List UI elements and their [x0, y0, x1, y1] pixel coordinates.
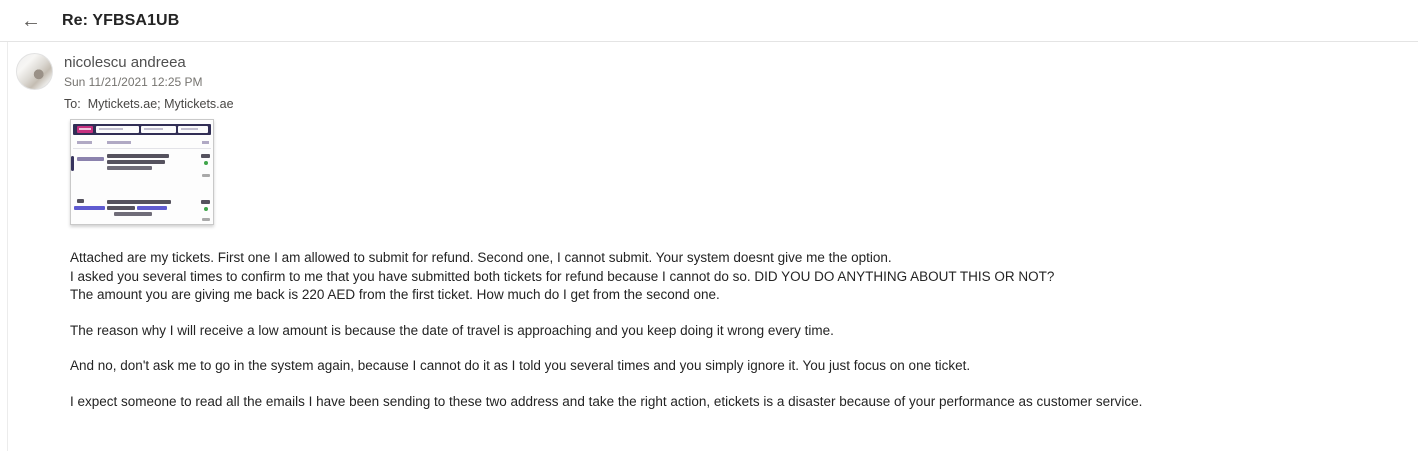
- body-paragraph: [70, 322, 1418, 341]
- sent-datetime: Sun 11/21/2021 12:25 PM: [64, 75, 203, 89]
- body-line: And no, don't ask me to go in the system again, because I cannot do it as I told you several times and you simply ignore it. You just focus on one ticket.: [70, 358, 971, 373]
- thumbnail-ticket1-text: [107, 166, 152, 170]
- thumbnail-ticket2-note: [202, 218, 210, 221]
- thumbnail-ticket1-status-dot: [204, 161, 208, 165]
- thumbnail-ticket2-text: [107, 200, 171, 204]
- thumbnail-ticket2-text: [114, 212, 152, 216]
- thumbnail-ticket1-text: [107, 154, 169, 158]
- thumbnail-column-header: [77, 141, 92, 144]
- thumbnail-ticket2-ref: [77, 199, 84, 203]
- thumbnail-ticket2-status-dot: [204, 207, 208, 211]
- thumbnail-toolbar: [73, 124, 211, 135]
- thumbnail-ticket1-text: [107, 160, 165, 164]
- thumbnail-search-field: [178, 126, 208, 133]
- body-paragraph: [70, 249, 1418, 305]
- message-card: [7, 42, 1418, 451]
- sender-name[interactable]: nicolescu andreea: [64, 54, 186, 71]
- thumbnail-column-header: [202, 141, 209, 144]
- thumbnail-divider: [73, 148, 211, 149]
- recipients[interactable]: Mytickets.ae; Mytickets.ae: [87, 97, 234, 111]
- thumbnail-ticket1-price: [201, 154, 210, 158]
- sender-avatar[interactable]: [16, 53, 53, 90]
- body-paragraph: [70, 357, 1418, 376]
- body-line: I asked you several times to confirm to me that you have submitted both tickets for refund because I cannot do so. DID YOU DO ANYTHING ABOUT THIS OR NOT?: [70, 268, 1055, 284]
- thumbnail-pink-button: [77, 126, 93, 133]
- sender-meta: [64, 53, 234, 112]
- thumbnail-ticket2-link: [74, 206, 105, 210]
- thumbnail-ticket1-note: [202, 174, 210, 177]
- body-paragraph: [70, 393, 1418, 412]
- back-button[interactable]: [14, 4, 48, 38]
- attachment-image-thumbnail[interactable]: [70, 119, 214, 225]
- thumbnail-dropdown-field: [141, 126, 176, 133]
- thumbnail-ticket1-ref: [77, 157, 104, 161]
- thumbnail-input-field: [96, 126, 139, 133]
- body-line: Attached are my tickets. First one I am allowed to submit for refund. Second one, I cannot submit. Your system doesnt give me the option.: [70, 250, 892, 265]
- thumbnail-ticket2-text: [107, 206, 135, 210]
- thumbnail-column-header: [107, 141, 131, 144]
- message-header: [0, 0, 1418, 42]
- recipients-line: [64, 97, 234, 112]
- thumbnail-ticket2-text: [137, 206, 167, 210]
- message-body: [70, 249, 1418, 411]
- thumbnail-scrollbar: [71, 156, 74, 171]
- sender-row: [8, 42, 1418, 112]
- body-line: I expect someone to read all the emails I have been sending to these two address and take the right action, etickets is a disaster because of your performance as customer service.: [70, 393, 1143, 409]
- to-label: To:: [64, 97, 81, 111]
- thumbnail-ticket2-price: [201, 200, 210, 204]
- subject-title: Re: YFBSA1UB: [62, 11, 180, 29]
- body-line: The amount you are giving me back is 220 AED from the first ticket. How much do I get from the second one.: [70, 287, 720, 302]
- body-line: The reason why I will receive a low amount is because the date of travel is approaching and you keep doing it wrong every time.: [70, 322, 834, 338]
- back-arrow-icon: ←: [21, 9, 41, 32]
